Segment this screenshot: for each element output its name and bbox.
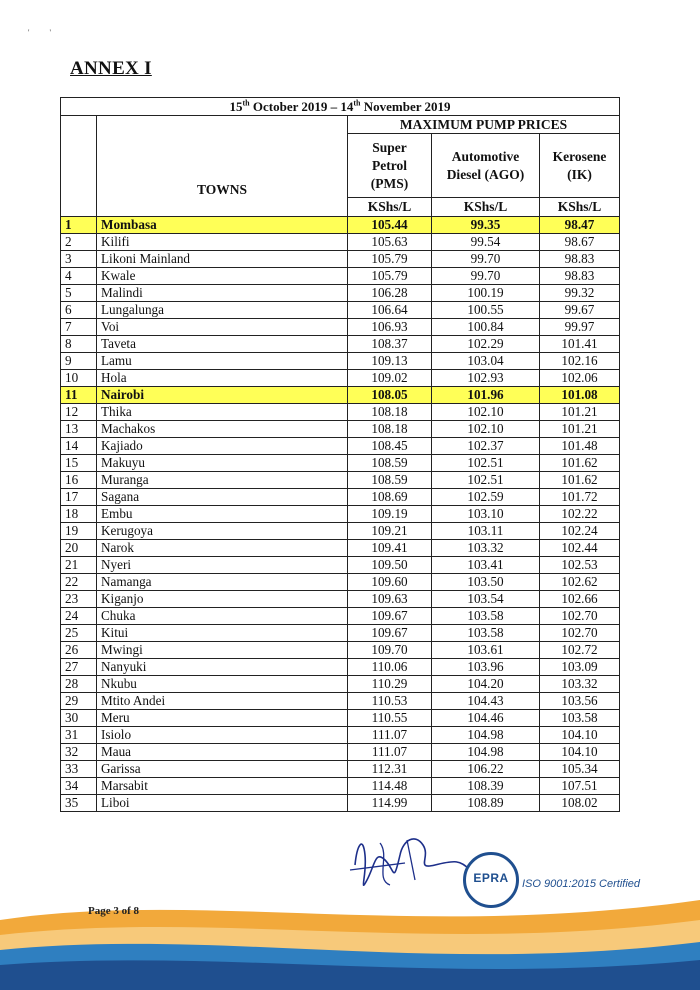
pms-price: 114.99 bbox=[348, 795, 432, 812]
pms-price: 105.44 bbox=[348, 217, 432, 234]
town-name: Kiganjo bbox=[97, 591, 348, 608]
period-header: 15th October 2019 – 14th November 2019 bbox=[61, 98, 620, 116]
pms-price: 109.21 bbox=[348, 523, 432, 540]
ik-price: 102.16 bbox=[540, 353, 620, 370]
epra-logo bbox=[463, 852, 519, 908]
row-number: 24 bbox=[61, 608, 97, 625]
ago-price: 104.43 bbox=[432, 693, 540, 710]
ik-price: 107.51 bbox=[540, 778, 620, 795]
ik-price: 101.21 bbox=[540, 404, 620, 421]
ago-price: 106.22 bbox=[432, 761, 540, 778]
pms-price: 110.29 bbox=[348, 676, 432, 693]
ago-price: 104.98 bbox=[432, 744, 540, 761]
row-number: 20 bbox=[61, 540, 97, 557]
pms-price: 109.19 bbox=[348, 506, 432, 523]
pms-price: 114.48 bbox=[348, 778, 432, 795]
town-name: Marsabit bbox=[97, 778, 348, 795]
row-number: 35 bbox=[61, 795, 97, 812]
pms-price: 109.02 bbox=[348, 370, 432, 387]
ik-price: 102.62 bbox=[540, 574, 620, 591]
town-name: Sagana bbox=[97, 489, 348, 506]
table-row bbox=[61, 489, 620, 506]
row-number: 21 bbox=[61, 557, 97, 574]
table-row bbox=[61, 625, 620, 642]
row-number: 31 bbox=[61, 727, 97, 744]
town-name: Kerugoya bbox=[97, 523, 348, 540]
town-name: Voi bbox=[97, 319, 348, 336]
pms-price: 108.37 bbox=[348, 336, 432, 353]
row-number: 28 bbox=[61, 676, 97, 693]
pms-price: 109.13 bbox=[348, 353, 432, 370]
row-number: 3 bbox=[61, 251, 97, 268]
table-row bbox=[61, 778, 620, 795]
town-name: Kilifi bbox=[97, 234, 348, 251]
footer-wave bbox=[0, 880, 700, 990]
town-name: Nkubu bbox=[97, 676, 348, 693]
town-name: Isiolo bbox=[97, 727, 348, 744]
table-row bbox=[61, 727, 620, 744]
row-number: 9 bbox=[61, 353, 97, 370]
ik-price: 108.02 bbox=[540, 795, 620, 812]
table-row bbox=[61, 319, 620, 336]
ago-price: 99.54 bbox=[432, 234, 540, 251]
table-row bbox=[61, 574, 620, 591]
ago-price: 103.96 bbox=[432, 659, 540, 676]
ago-price: 103.11 bbox=[432, 523, 540, 540]
town-name: Taveta bbox=[97, 336, 348, 353]
iso-certification: ISO 9001:2015 Certified bbox=[522, 878, 641, 890]
row-number: 22 bbox=[61, 574, 97, 591]
ago-price: 102.10 bbox=[432, 404, 540, 421]
table-row bbox=[61, 251, 620, 268]
ik-price: 101.41 bbox=[540, 336, 620, 353]
ik-price: 104.10 bbox=[540, 727, 620, 744]
table-row bbox=[61, 761, 620, 778]
town-name: Nairobi bbox=[97, 387, 348, 404]
row-number: 33 bbox=[61, 761, 97, 778]
row-number: 30 bbox=[61, 710, 97, 727]
row-number: 11 bbox=[61, 387, 97, 404]
ago-price: 108.39 bbox=[432, 778, 540, 795]
ik-price: 105.34 bbox=[540, 761, 620, 778]
pms-price: 109.50 bbox=[348, 557, 432, 574]
row-number: 18 bbox=[61, 506, 97, 523]
ik-price: 102.70 bbox=[540, 625, 620, 642]
table-row bbox=[61, 642, 620, 659]
pms-price: 109.41 bbox=[348, 540, 432, 557]
ago-price: 101.96 bbox=[432, 387, 540, 404]
pms-price: 106.28 bbox=[348, 285, 432, 302]
ik-price: 101.21 bbox=[540, 421, 620, 438]
pms-price: 108.69 bbox=[348, 489, 432, 506]
pms-price: 109.70 bbox=[348, 642, 432, 659]
town-name: Makuyu bbox=[97, 455, 348, 472]
ago-price: 104.20 bbox=[432, 676, 540, 693]
row-number: 2 bbox=[61, 234, 97, 251]
ik-price: 98.67 bbox=[540, 234, 620, 251]
ago-price: 102.10 bbox=[432, 421, 540, 438]
table-row bbox=[61, 676, 620, 693]
max-pump-prices-header: MAXIMUM PUMP PRICES bbox=[348, 116, 620, 134]
table-row bbox=[61, 540, 620, 557]
table-row bbox=[61, 387, 620, 404]
ago-price: 108.89 bbox=[432, 795, 540, 812]
row-number: 32 bbox=[61, 744, 97, 761]
town-name: Hola bbox=[97, 370, 348, 387]
pms-unit: KShs/L bbox=[348, 198, 432, 217]
row-number: 4 bbox=[61, 268, 97, 285]
ago-price: 103.10 bbox=[432, 506, 540, 523]
pms-price: 110.53 bbox=[348, 693, 432, 710]
table-row bbox=[61, 302, 620, 319]
table-row bbox=[61, 506, 620, 523]
row-number: 25 bbox=[61, 625, 97, 642]
ago-price: 103.04 bbox=[432, 353, 540, 370]
pms-price: 106.93 bbox=[348, 319, 432, 336]
pms-price: 110.06 bbox=[348, 659, 432, 676]
ago-price: 103.41 bbox=[432, 557, 540, 574]
pms-price: 111.07 bbox=[348, 727, 432, 744]
number-header bbox=[61, 116, 97, 217]
ago-price: 99.70 bbox=[432, 268, 540, 285]
pms-price: 109.67 bbox=[348, 608, 432, 625]
table-row bbox=[61, 421, 620, 438]
row-number: 14 bbox=[61, 438, 97, 455]
ik-unit: KShs/L bbox=[540, 198, 620, 217]
ik-price: 98.47 bbox=[540, 217, 620, 234]
pms-price: 110.55 bbox=[348, 710, 432, 727]
ik-price: 103.58 bbox=[540, 710, 620, 727]
row-number: 6 bbox=[61, 302, 97, 319]
town-name: Narok bbox=[97, 540, 348, 557]
pms-price: 105.79 bbox=[348, 251, 432, 268]
price-rows bbox=[61, 217, 620, 812]
town-name: Muranga bbox=[97, 472, 348, 489]
town-name: Nyeri bbox=[97, 557, 348, 574]
ik-price: 99.97 bbox=[540, 319, 620, 336]
epra-logo-text: EPRA bbox=[473, 871, 509, 885]
ik-price: 103.09 bbox=[540, 659, 620, 676]
town-name: Machakos bbox=[97, 421, 348, 438]
pms-price: 112.31 bbox=[348, 761, 432, 778]
ik-price: 104.10 bbox=[540, 744, 620, 761]
ik-price: 98.83 bbox=[540, 268, 620, 285]
ik-price: 102.24 bbox=[540, 523, 620, 540]
town-name: Mombasa bbox=[97, 217, 348, 234]
row-number: 15 bbox=[61, 455, 97, 472]
ik-price: 102.66 bbox=[540, 591, 620, 608]
ago-price: 102.37 bbox=[432, 438, 540, 455]
row-number: 34 bbox=[61, 778, 97, 795]
ik-price: 102.72 bbox=[540, 642, 620, 659]
town-name: Embu bbox=[97, 506, 348, 523]
town-name: Lungalunga bbox=[97, 302, 348, 319]
table-row bbox=[61, 336, 620, 353]
ik-price: 99.32 bbox=[540, 285, 620, 302]
row-number: 12 bbox=[61, 404, 97, 421]
ago-price: 102.51 bbox=[432, 472, 540, 489]
ik-price: 103.32 bbox=[540, 676, 620, 693]
ik-price: 103.56 bbox=[540, 693, 620, 710]
pms-price: 109.67 bbox=[348, 625, 432, 642]
town-name: Garissa bbox=[97, 761, 348, 778]
ik-price: 101.72 bbox=[540, 489, 620, 506]
row-number: 5 bbox=[61, 285, 97, 302]
pms-price: 111.07 bbox=[348, 744, 432, 761]
ik-price: 101.62 bbox=[540, 455, 620, 472]
table-row bbox=[61, 234, 620, 251]
ik-price: 102.22 bbox=[540, 506, 620, 523]
table-row bbox=[61, 438, 620, 455]
row-number: 29 bbox=[61, 693, 97, 710]
ago-price: 103.32 bbox=[432, 540, 540, 557]
ago-price: 102.59 bbox=[432, 489, 540, 506]
ik-price: 102.06 bbox=[540, 370, 620, 387]
ik-price: 98.83 bbox=[540, 251, 620, 268]
ik-price: 102.70 bbox=[540, 608, 620, 625]
row-number: 23 bbox=[61, 591, 97, 608]
table-row bbox=[61, 455, 620, 472]
ago-price: 102.51 bbox=[432, 455, 540, 472]
pms-price: 108.05 bbox=[348, 387, 432, 404]
ik-price: 101.48 bbox=[540, 438, 620, 455]
town-name: Kajiado bbox=[97, 438, 348, 455]
table-row bbox=[61, 557, 620, 574]
table-row bbox=[61, 268, 620, 285]
town-name: Mtito Andei bbox=[97, 693, 348, 710]
ago-price: 104.46 bbox=[432, 710, 540, 727]
town-name: Kwale bbox=[97, 268, 348, 285]
ago-price: 99.70 bbox=[432, 251, 540, 268]
ik-price: 101.62 bbox=[540, 472, 620, 489]
ago-price: 100.55 bbox=[432, 302, 540, 319]
table-row bbox=[61, 523, 620, 540]
town-name: Maua bbox=[97, 744, 348, 761]
table-row bbox=[61, 659, 620, 676]
pms-price: 109.60 bbox=[348, 574, 432, 591]
table-row bbox=[61, 710, 620, 727]
ik-price: 101.08 bbox=[540, 387, 620, 404]
ago-header: Automotive Diesel (AGO) bbox=[432, 134, 540, 198]
row-number: 27 bbox=[61, 659, 97, 676]
table-row bbox=[61, 608, 620, 625]
ik-price: 99.67 bbox=[540, 302, 620, 319]
ago-price: 102.29 bbox=[432, 336, 540, 353]
row-number: 26 bbox=[61, 642, 97, 659]
ago-price: 103.58 bbox=[432, 625, 540, 642]
ik-header: Kerosene (IK) bbox=[540, 134, 620, 198]
row-number: 13 bbox=[61, 421, 97, 438]
town-name: Liboi bbox=[97, 795, 348, 812]
pms-price: 105.63 bbox=[348, 234, 432, 251]
ago-price: 100.84 bbox=[432, 319, 540, 336]
ago-price: 104.98 bbox=[432, 727, 540, 744]
ik-price: 102.44 bbox=[540, 540, 620, 557]
pms-price: 108.45 bbox=[348, 438, 432, 455]
annex-title: ANNEX I bbox=[70, 58, 152, 79]
town-name: Likoni Mainland bbox=[97, 251, 348, 268]
town-name: Malindi bbox=[97, 285, 348, 302]
town-name: Nanyuki bbox=[97, 659, 348, 676]
row-number: 1 bbox=[61, 217, 97, 234]
ago-price: 99.35 bbox=[432, 217, 540, 234]
town-name: Thika bbox=[97, 404, 348, 421]
table-row bbox=[61, 404, 620, 421]
pms-price: 105.79 bbox=[348, 268, 432, 285]
ago-price: 103.50 bbox=[432, 574, 540, 591]
town-name: Meru bbox=[97, 710, 348, 727]
town-name: Namanga bbox=[97, 574, 348, 591]
ago-price: 102.93 bbox=[432, 370, 540, 387]
table-row bbox=[61, 744, 620, 761]
page-number: Page 3 of 8 bbox=[88, 905, 140, 917]
ago-unit: KShs/L bbox=[432, 198, 540, 217]
town-name: Lamu bbox=[97, 353, 348, 370]
pms-price: 109.63 bbox=[348, 591, 432, 608]
ago-price: 103.58 bbox=[432, 608, 540, 625]
pms-price: 108.59 bbox=[348, 455, 432, 472]
row-number: 17 bbox=[61, 489, 97, 506]
row-number: 8 bbox=[61, 336, 97, 353]
pms-price: 108.18 bbox=[348, 421, 432, 438]
towns-header: TOWNS bbox=[97, 116, 348, 217]
ago-price: 103.61 bbox=[432, 642, 540, 659]
row-number: 7 bbox=[61, 319, 97, 336]
row-number: 16 bbox=[61, 472, 97, 489]
ago-price: 100.19 bbox=[432, 285, 540, 302]
town-name: Mwingi bbox=[97, 642, 348, 659]
table-row bbox=[61, 795, 620, 812]
table-row bbox=[61, 472, 620, 489]
pump-prices-table bbox=[60, 97, 620, 812]
table-row bbox=[61, 370, 620, 387]
town-name: Chuka bbox=[97, 608, 348, 625]
pms-price: 108.59 bbox=[348, 472, 432, 489]
row-number: 10 bbox=[61, 370, 97, 387]
ago-price: 103.54 bbox=[432, 591, 540, 608]
table-row bbox=[61, 693, 620, 710]
row-number: 19 bbox=[61, 523, 97, 540]
table-row bbox=[61, 353, 620, 370]
town-name: Kitui bbox=[97, 625, 348, 642]
table-row bbox=[61, 591, 620, 608]
ik-price: 102.53 bbox=[540, 557, 620, 574]
pms-price: 106.64 bbox=[348, 302, 432, 319]
pms-price: 108.18 bbox=[348, 404, 432, 421]
table-row bbox=[61, 285, 620, 302]
table-row bbox=[61, 217, 620, 234]
pms-header: Super Petrol (PMS) bbox=[348, 134, 432, 198]
scan-marks: ' ' bbox=[28, 28, 51, 37]
